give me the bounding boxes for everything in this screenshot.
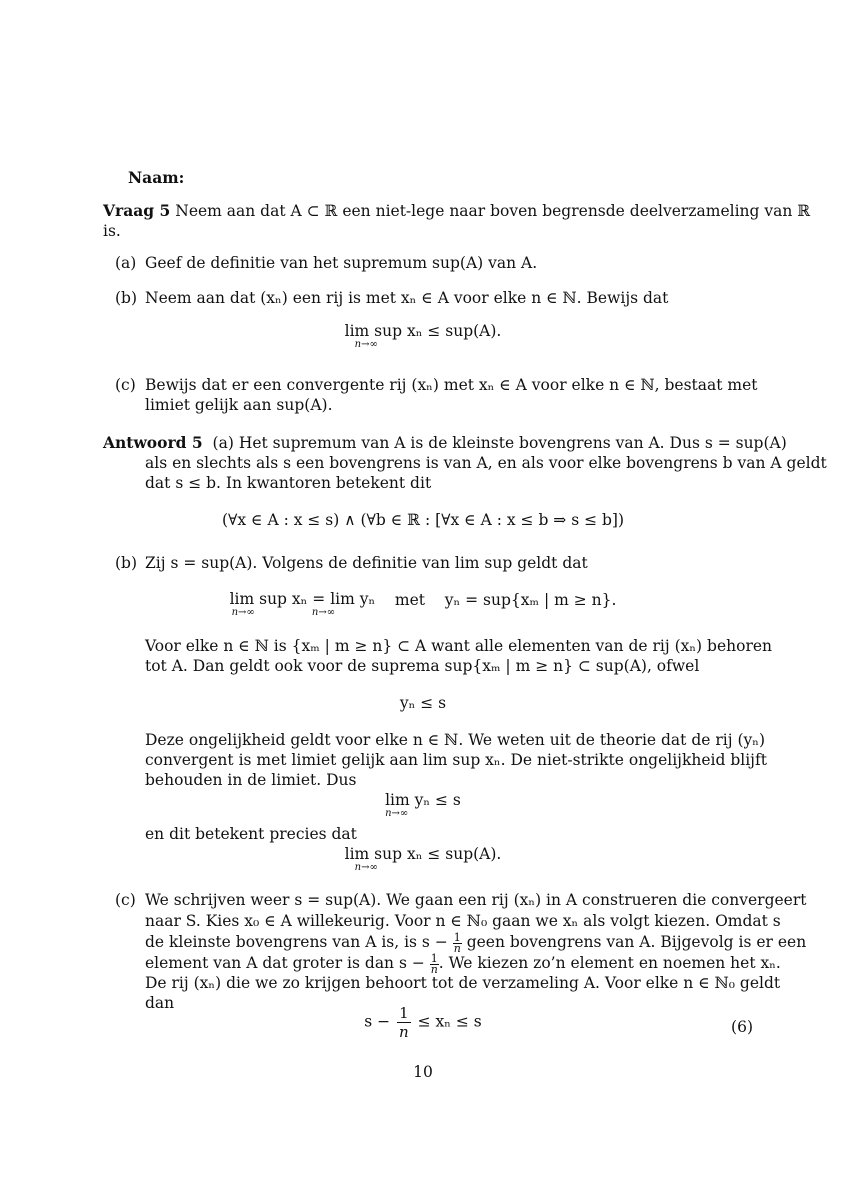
formula-main: lim sup xₙ ≤ sup(A). bbox=[344, 322, 502, 340]
answer-a-text-1: Het supremum van A is de kleinste bovengrens van A. Dus s = sup(A) bbox=[238, 434, 787, 452]
c-text-4a: element van A dat groter is dan s − bbox=[145, 954, 425, 972]
answer-b-text-1: Zij s = sup(A). Volgens de definitie van lim sup geldt dat bbox=[145, 554, 588, 572]
frac-1-num: 1 bbox=[453, 930, 461, 944]
question-c-text-2: limiet gelijk aan sup(A). bbox=[145, 396, 333, 414]
answer-a-text-2: als en slechts als s een bovengrens is van A, en als voor elke bovengrens b van A geldt bbox=[145, 454, 827, 472]
formula-under: n→∞ bbox=[354, 339, 378, 350]
answer-c-text-1: We schrijven weer s = sup(A). We gaan een rij (xₙ) in A construeren die convergeert bbox=[145, 891, 807, 909]
frac-1-den: n bbox=[453, 941, 461, 955]
question-a-text: Geef de definitie van het supremum sup(A) van A. bbox=[145, 254, 538, 272]
c-formula-num: 1 bbox=[399, 1004, 409, 1022]
answer-c-label: (c) bbox=[115, 891, 136, 909]
c-formula-den: n bbox=[399, 1023, 409, 1041]
answer-a-formula: (∀x ∈ A : x ≤ s) ∧ (∀b ∈ ℝ : [∀x ∈ A : x ≤ b ⇒ s ≤ b]) bbox=[221, 511, 625, 529]
question-b-label: (b) bbox=[115, 289, 138, 307]
answer-a-label: (a) bbox=[212, 434, 234, 452]
question-c-text-1: Bewijs dat er een convergente rij (xₙ) met xₙ ∈ A voor elke n ∈ ℕ, bestaat met bbox=[145, 376, 758, 394]
answer-line-1 bbox=[103, 433, 787, 453]
c-text-4b: . We kiezen zo’n element en noemen het xₙ. bbox=[438, 954, 781, 972]
answer-b-formula-3 bbox=[0, 791, 846, 819]
answer-c-text-6: dan bbox=[145, 994, 175, 1012]
answer-b-text-2: Voor elke n ∈ ℕ is {xₘ | m ≥ n} ⊂ A want alle elementen van de rij (xₙ) behoren bbox=[145, 637, 773, 655]
answer-b-formula-1 bbox=[0, 590, 846, 618]
answer-c-text-5: De rij (xₙ) die we zo krijgen behoort tot de verzameling A. Voor elke n ∈ ℕ₀ geldt bbox=[145, 974, 781, 992]
answer-b-text-5: convergent is met limiet gelijk aan lim sup xₙ. De niet-strikte ongelijkheid blijft bbox=[145, 751, 767, 769]
answer-a-text-3: dat s ≤ b. In kwantoren betekent dit bbox=[145, 474, 432, 492]
c-formula-fraction bbox=[397, 1004, 411, 1041]
answer-c-formula bbox=[0, 1004, 846, 1041]
answer-b-text-7: en dit betekent precies dat bbox=[145, 825, 357, 843]
frac-2-num: 1 bbox=[430, 951, 438, 965]
answer-c-text-2: naar S. Kies x₀ ∈ A willekeurig. Voor n ∈ ℕ₀ gaan we xₙ als volgt kiezen. Omdat s bbox=[145, 912, 781, 930]
question-intro-text: Neem aan dat A ⊂ ℝ een niet-lege naar boven begrensde deelverzameling van ℝ bbox=[175, 202, 811, 220]
answer-b-text-3: tot A. Dan geldt ook voor de suprema sup{xₘ | m ≥ n} ⊂ sup(A), ofwel bbox=[145, 657, 700, 675]
question-b-formula bbox=[0, 322, 846, 350]
formula-1-under-2: n→∞ bbox=[311, 607, 336, 618]
formula-4-under: n→∞ bbox=[354, 862, 378, 873]
formula-1-left: lim sup xₙ = lim yₙ bbox=[229, 590, 376, 608]
answer-c-text-3 bbox=[145, 932, 806, 954]
formula-3-under: n→∞ bbox=[385, 808, 409, 819]
frac-2-den: n bbox=[430, 962, 438, 976]
question-intro-line-2: is. bbox=[103, 222, 121, 240]
c-formula-left: s − bbox=[364, 1012, 391, 1031]
c-formula-right: ≤ xₙ ≤ s bbox=[417, 1012, 482, 1031]
formula-1-right: yₙ = sup{xₘ | m ≥ n}. bbox=[444, 591, 617, 609]
inline-fraction-1 bbox=[453, 930, 462, 955]
answer-b-formula-2: yₙ ≤ s bbox=[399, 694, 447, 712]
formula-4-main: lim sup xₙ ≤ sup(A). bbox=[344, 845, 502, 863]
question-a-label: (a) bbox=[115, 254, 137, 272]
answer-b-text-6: behouden in de limiet. Dus bbox=[145, 771, 357, 789]
question-b-text: Neem aan dat (xₙ) een rij is met xₙ ∈ A voor elke n ∈ ℕ. Bewijs dat bbox=[145, 289, 669, 307]
question-label: Vraag 5 bbox=[103, 201, 171, 220]
answer-b-text-4: Deze ongelijkheid geldt voor elke n ∈ ℕ. We weten uit de theorie dat de rij (yₙ) bbox=[145, 731, 766, 749]
name-label: Naam: bbox=[128, 168, 185, 187]
formula-3-main: lim yₙ ≤ s bbox=[385, 791, 461, 809]
equation-number: (6) bbox=[731, 1018, 753, 1036]
question-c-label: (c) bbox=[115, 376, 136, 394]
answer-b-label: (b) bbox=[115, 554, 138, 572]
inline-fraction-2 bbox=[430, 951, 439, 976]
answer-b-formula-4 bbox=[0, 845, 846, 873]
formula-1-met: met bbox=[394, 591, 426, 609]
formula-1-under-1: n→∞ bbox=[231, 607, 255, 618]
page-number: 10 bbox=[413, 1063, 433, 1081]
answer-label: Antwoord 5 bbox=[103, 433, 203, 452]
answer-c-text-4 bbox=[145, 953, 781, 975]
c-text-3b: geen bovengrens van A. Bijgevolg is er een bbox=[466, 933, 807, 951]
question-intro-line-1 bbox=[103, 201, 810, 221]
c-text-3a: de kleinste bovengrens van A is, is s − bbox=[145, 933, 448, 951]
